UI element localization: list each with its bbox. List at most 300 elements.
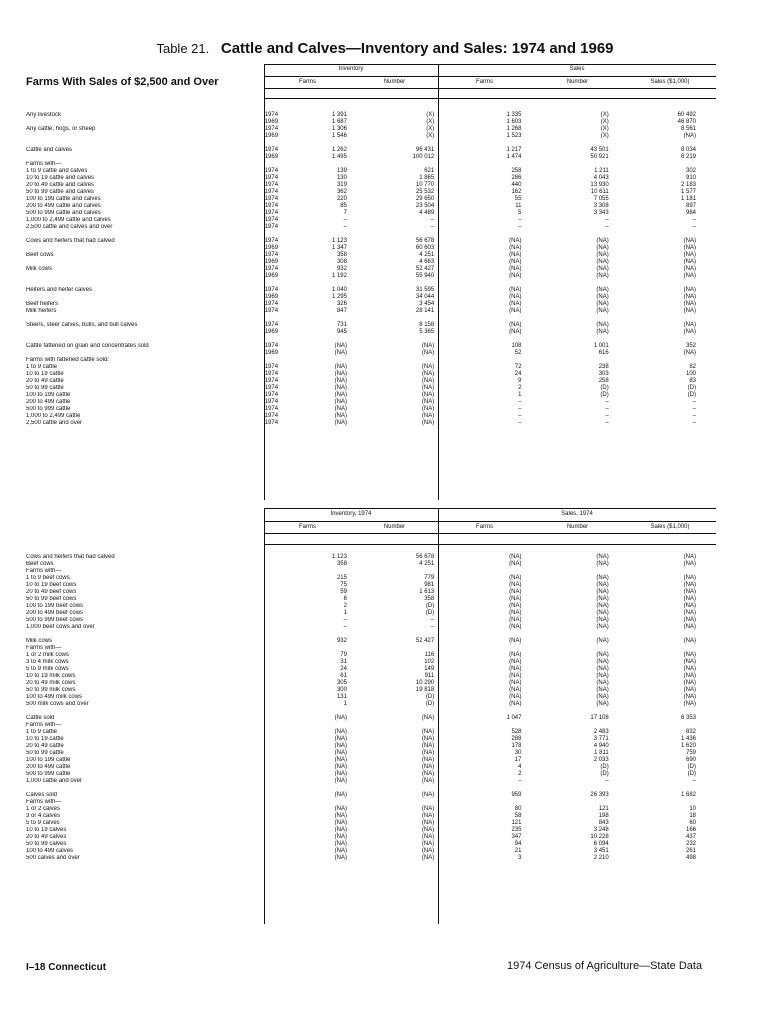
row-year: 1974 xyxy=(264,147,279,153)
cell-c4: 121 xyxy=(598,806,609,812)
cell-c2: (NA) xyxy=(421,841,435,847)
table-row xyxy=(26,196,716,203)
cell-c1: 1 xyxy=(343,701,347,707)
row-year: 1969 xyxy=(264,259,279,265)
row-label xyxy=(26,154,265,161)
table-section-2 xyxy=(26,554,716,862)
cell-c1: (NA) xyxy=(334,757,347,763)
table-row xyxy=(26,813,716,820)
row-year: 1974 xyxy=(264,112,279,118)
row-year xyxy=(265,715,280,722)
row-year xyxy=(265,820,280,827)
cell-c2: – xyxy=(430,617,435,623)
cell-c1: (NA) xyxy=(334,771,347,777)
row-label xyxy=(26,273,265,280)
cell-c1: (NA) xyxy=(334,378,347,384)
cell-c2: (NA) xyxy=(421,771,435,777)
cell-c1: 1 295 xyxy=(331,294,347,300)
cell-c2 xyxy=(367,722,454,729)
table-row xyxy=(26,554,716,561)
cell-c2 xyxy=(367,357,454,364)
cell-c3: – xyxy=(518,420,522,426)
cell-c2: (X) xyxy=(426,126,435,132)
row-year: 1974 xyxy=(264,210,279,216)
row-year: 1974 xyxy=(264,406,279,412)
cell-c1: 1 495 xyxy=(331,154,347,160)
cell-c3 xyxy=(454,357,541,364)
cell-c4: (NA) xyxy=(596,596,609,602)
row-year xyxy=(265,596,280,603)
cell-c4: 4 940 xyxy=(593,743,609,749)
row-label: 10 to 19 cattle and calves xyxy=(26,175,95,181)
cell-c4: 17 108 xyxy=(590,715,609,721)
cell-c3: (NA) xyxy=(509,245,522,251)
cell-c1: 79 xyxy=(340,652,347,658)
cell-c1: 131 xyxy=(336,694,347,700)
row-label: Farms with— xyxy=(26,799,62,805)
table-row xyxy=(26,659,716,666)
cell-c2: 56 678 xyxy=(415,238,435,244)
row-label: 5 to 9 calves xyxy=(26,820,60,826)
cell-c5: 83 xyxy=(689,378,696,384)
table-row xyxy=(26,287,716,294)
cell-c5: 100 xyxy=(685,371,696,377)
cell-c1: 326 xyxy=(336,301,347,307)
table-row xyxy=(26,694,716,701)
cell-c4: (D) xyxy=(600,771,609,777)
cell-c2: (NA) xyxy=(421,729,435,735)
row-label xyxy=(26,119,265,126)
cell-c5: (NA) xyxy=(683,687,696,693)
table-row xyxy=(26,624,716,631)
row-label xyxy=(26,329,265,336)
cell-c3: (NA) xyxy=(509,617,522,623)
cell-c1: (NA) xyxy=(334,392,347,398)
cell-c3: 9 xyxy=(518,378,522,384)
cell-c1 xyxy=(280,722,367,729)
cell-c4: (NA) xyxy=(596,687,609,693)
cell-c3 xyxy=(454,161,541,168)
cell-c2: (NA) xyxy=(421,827,435,833)
cell-c4: – xyxy=(605,217,609,223)
row-year xyxy=(265,357,280,364)
cell-c1: (NA) xyxy=(334,406,347,412)
row-label: 20 to 49 cattle xyxy=(26,743,64,749)
cell-c1: – xyxy=(343,217,347,223)
row-label: 100 to 499 milk cows xyxy=(26,694,83,700)
cell-c2: – xyxy=(430,624,435,630)
cell-c1 xyxy=(280,568,367,575)
cell-c3: (NA) xyxy=(509,659,522,665)
cell-c1: 1 687 xyxy=(331,119,347,125)
row-label: 1 or 2 calves xyxy=(26,806,61,812)
row-year xyxy=(265,855,280,862)
table-row xyxy=(26,575,716,582)
cell-c5: (NA) xyxy=(683,252,696,258)
table-row xyxy=(26,350,716,357)
row-year xyxy=(265,827,280,834)
row-label: 20 to 49 cattle and calves xyxy=(26,182,95,188)
cell-c3: 2 xyxy=(518,771,522,777)
cell-c3 xyxy=(454,568,541,575)
cell-c5: 1 620 xyxy=(680,743,696,749)
cell-c5: (NA) xyxy=(683,659,696,665)
cell-c2 xyxy=(367,799,454,806)
cell-c3: 1 xyxy=(518,392,522,398)
cell-c3: – xyxy=(518,399,522,405)
table-row xyxy=(26,722,716,729)
cell-c2: 29 650 xyxy=(415,196,435,202)
table-row xyxy=(26,189,716,196)
row-year xyxy=(265,771,280,778)
cell-c2: 100 012 xyxy=(412,154,435,160)
table-row xyxy=(26,406,716,413)
cell-c5: (NA) xyxy=(683,603,696,609)
cell-c4: 843 xyxy=(598,820,609,826)
row-year: 1974 xyxy=(264,196,279,202)
table-row xyxy=(26,750,716,757)
cell-c4: (X) xyxy=(600,119,609,125)
row-year: 1974 xyxy=(264,287,279,293)
cell-c1: (NA) xyxy=(334,855,347,861)
cell-c5: (NA) xyxy=(683,301,696,307)
row-label: Cows and heifers that had calved xyxy=(26,554,115,560)
table-row xyxy=(26,855,716,862)
cell-c1: (NA) xyxy=(334,813,347,819)
header2-sales-number: Number xyxy=(566,524,589,530)
table-row xyxy=(26,371,716,378)
table-title: Cattle and Calves—Inventory and Sales: 1974 and 1969 xyxy=(220,40,614,57)
cell-c3 xyxy=(454,722,541,729)
cell-c2: (NA) xyxy=(421,757,435,763)
cell-c1: (NA) xyxy=(334,848,347,854)
cell-c1: 945 xyxy=(336,329,347,335)
table-row xyxy=(26,210,716,217)
cell-c5: 8 561 xyxy=(680,126,696,132)
row-label: 100 to 499 calves xyxy=(26,848,74,854)
spacer-row xyxy=(26,280,716,287)
table-row xyxy=(26,301,716,308)
cell-c1: 220 xyxy=(336,196,347,202)
table-row xyxy=(26,238,716,245)
cell-c5: 166 xyxy=(685,827,696,833)
row-label: 2,500 cattle and over xyxy=(26,420,83,426)
row-year xyxy=(265,743,280,750)
table-row xyxy=(26,645,716,652)
row-year xyxy=(265,792,280,799)
spacer-row xyxy=(26,315,716,322)
cell-c3: (NA) xyxy=(509,610,522,616)
table-row xyxy=(26,729,716,736)
cell-c3: 58 xyxy=(514,813,522,819)
row-label: Beef heifers xyxy=(26,301,59,307)
cell-c5: (NA) xyxy=(683,624,696,630)
cell-c1: (NA) xyxy=(334,371,347,377)
row-year: 1974 xyxy=(264,364,279,370)
cell-c4: 303 xyxy=(598,371,609,377)
cell-c5 xyxy=(629,568,716,575)
cell-c4: (NA) xyxy=(596,701,609,707)
cell-c1: (NA) xyxy=(334,778,347,784)
table-row xyxy=(26,778,716,785)
cell-c1: 847 xyxy=(336,308,347,314)
cell-c3: (NA) xyxy=(509,266,522,272)
cell-c5 xyxy=(629,799,716,806)
table-row xyxy=(26,715,716,722)
cell-c2: 911 xyxy=(424,673,435,679)
row-year xyxy=(265,589,280,596)
cell-c2: 358 xyxy=(424,596,435,602)
header2-inv-farms: Farms xyxy=(299,524,316,530)
cell-c2: 19 818 xyxy=(415,687,435,693)
cell-c3: (NA) xyxy=(509,294,522,300)
cell-c1: (NA) xyxy=(334,729,347,735)
cell-c5: (NA) xyxy=(683,666,696,672)
cell-c5: 82 xyxy=(689,364,696,370)
cell-c1: – xyxy=(343,617,347,623)
cell-c4: 10 611 xyxy=(590,189,609,195)
cell-c1: (NA) xyxy=(334,792,347,798)
cell-c5: 759 xyxy=(685,750,696,756)
cell-c4: (NA) xyxy=(596,624,609,630)
cell-c3: (NA) xyxy=(509,301,522,307)
header-inv-farms: Farms xyxy=(299,79,316,85)
cell-c5: (NA) xyxy=(683,694,696,700)
table-row xyxy=(26,168,716,175)
cell-c5: 832 xyxy=(685,729,696,735)
cell-c2: (NA) xyxy=(421,715,435,721)
row-label: 20 to 49 milk cows xyxy=(26,680,76,686)
cell-c3: 2 xyxy=(518,385,522,391)
cell-c5: 984 xyxy=(685,210,696,216)
cell-c3: (NA) xyxy=(509,666,522,672)
cell-c3: 30 xyxy=(514,750,522,756)
cell-c2: 981 xyxy=(424,582,435,588)
table-row xyxy=(26,343,716,350)
cell-c5: 60 xyxy=(689,820,696,826)
cell-c4: (X) xyxy=(600,133,609,139)
cell-c5 xyxy=(629,645,716,652)
cell-c5: (D) xyxy=(687,771,696,777)
cell-c2: 25 532 xyxy=(415,189,435,195)
cell-c5: (NA) xyxy=(683,238,696,244)
row-year xyxy=(265,694,280,701)
cell-c5: 1 436 xyxy=(680,736,696,742)
table-section-1 xyxy=(26,112,716,427)
row-label: 1,000 to 2,499 cattle xyxy=(26,413,81,419)
cell-c2: (NA) xyxy=(421,736,435,742)
cell-c2: (NA) xyxy=(421,343,435,349)
table-row xyxy=(26,701,716,708)
table-row xyxy=(26,806,716,813)
cell-c2: (NA) xyxy=(421,848,435,854)
table-row xyxy=(26,666,716,673)
cell-c3: 80 xyxy=(514,806,522,812)
cell-c4: (NA) xyxy=(596,238,609,244)
cell-c5: (NA) xyxy=(683,680,696,686)
row-label: 10 to 19 cattle xyxy=(26,736,64,742)
cell-c4: 3 248 xyxy=(593,827,609,833)
cell-c5: (NA) xyxy=(683,638,696,644)
cell-c5: (D) xyxy=(687,385,696,391)
row-label: 20 to 49 cattle xyxy=(26,378,64,384)
cell-c3: (NA) xyxy=(509,238,522,244)
cell-c5: (NA) xyxy=(683,596,696,602)
table-row xyxy=(26,161,716,168)
cell-c5: 1 181 xyxy=(680,196,696,202)
cell-c3: 1 268 xyxy=(506,126,522,132)
cell-c3: (NA) xyxy=(509,582,522,588)
cell-c3: 94 xyxy=(514,841,522,847)
row-label: 500 to 999 beef cows xyxy=(26,617,84,623)
row-label: 1 to 9 beef cows xyxy=(26,575,70,581)
cell-c2: 56 678 xyxy=(415,554,435,560)
cell-c2: (NA) xyxy=(421,413,435,419)
table-row xyxy=(26,827,716,834)
cell-c4: 1 211 xyxy=(594,168,609,174)
row-year xyxy=(265,736,280,743)
spacer-row xyxy=(26,231,716,238)
cell-c3: – xyxy=(518,217,522,223)
cell-c1 xyxy=(280,357,367,364)
table-row xyxy=(26,610,716,617)
cell-c4: (NA) xyxy=(596,659,609,665)
cell-c2 xyxy=(367,645,454,652)
row-year: 1974 xyxy=(264,224,279,230)
cell-c5: – xyxy=(692,224,696,230)
row-year: 1969 xyxy=(264,329,279,335)
page-title xyxy=(0,40,770,57)
row-year: 1969 xyxy=(264,273,279,279)
row-label: 200 to 499 cattle xyxy=(26,399,71,405)
row-year: 1974 xyxy=(264,420,279,426)
cell-c5: (NA) xyxy=(683,617,696,623)
cell-c4: – xyxy=(605,406,609,412)
row-year: 1974 xyxy=(264,168,279,174)
cell-c1: (NA) xyxy=(334,420,347,426)
cell-c3: 3 xyxy=(518,855,522,861)
table-row xyxy=(26,764,716,771)
cell-c4: 2 210 xyxy=(593,855,609,861)
cell-c1: 130 xyxy=(336,175,347,181)
row-label: 10 to 19 calves xyxy=(26,827,67,833)
cell-c2: (NA) xyxy=(421,820,435,826)
cell-c5: – xyxy=(692,420,696,426)
header-block-2 xyxy=(264,508,716,544)
cell-c2: (NA) xyxy=(421,743,435,749)
table-row xyxy=(26,245,716,252)
cell-c5: (NA) xyxy=(683,259,696,265)
row-year xyxy=(265,666,280,673)
cell-c5: (NA) xyxy=(683,652,696,658)
row-year: 1974 xyxy=(264,182,279,188)
header2-sales: Sales, 1974 xyxy=(561,511,593,517)
row-year xyxy=(265,834,280,841)
cell-c3: (NA) xyxy=(509,575,522,581)
row-year: 1974 xyxy=(264,371,279,377)
cell-c5: 897 xyxy=(685,203,696,209)
cell-c3: (NA) xyxy=(509,589,522,595)
row-label: 1,000 to 2,499 cattle and calves xyxy=(26,217,111,223)
row-label: Milk cows xyxy=(26,266,53,272)
cell-c1: – xyxy=(343,224,347,230)
table-row xyxy=(26,589,716,596)
cell-c1: (NA) xyxy=(334,841,347,847)
table-row xyxy=(26,364,716,371)
row-label: 20 to 49 beef cows xyxy=(26,589,77,595)
cell-c3: 1 523 xyxy=(506,133,522,139)
cell-c2: (NA) xyxy=(421,813,435,819)
cell-c2: 8 158 xyxy=(419,322,435,328)
cell-c3: 108 xyxy=(511,343,522,349)
row-year: 1974 xyxy=(264,189,279,195)
cell-c5: 1 577 xyxy=(680,189,696,195)
cell-c1: 2 xyxy=(343,603,347,609)
cell-c2: – xyxy=(430,224,435,230)
row-label: 10 to 19 beef cows xyxy=(26,582,77,588)
cell-c1: (NA) xyxy=(334,715,347,721)
cell-c2: – xyxy=(430,217,435,223)
table-row xyxy=(26,294,716,301)
cell-c5: – xyxy=(692,413,696,419)
cell-c4: – xyxy=(605,399,609,405)
table-subhead: Farms With Sales of $2,500 and Over xyxy=(26,76,219,88)
row-label xyxy=(26,133,265,140)
cell-c5: (NA) xyxy=(683,575,696,581)
cell-c2: 10 770 xyxy=(415,182,435,188)
table-row xyxy=(26,582,716,589)
cell-c5: (NA) xyxy=(683,329,696,335)
table-row xyxy=(26,757,716,764)
cell-c2: 96 431 xyxy=(415,147,435,153)
cell-c3: 1 335 xyxy=(506,112,522,118)
row-label: Heifers and heifer calves xyxy=(26,287,93,293)
cell-c1: 358 xyxy=(336,561,347,567)
cell-c1: 1 192 xyxy=(331,273,347,279)
row-label: 5 to 9 milk cows xyxy=(26,666,69,672)
row-year xyxy=(265,161,280,168)
row-year xyxy=(265,848,280,855)
cell-c2: (NA) xyxy=(421,750,435,756)
cell-c3: 1 217 xyxy=(506,147,522,153)
row-year: 1974 xyxy=(264,413,279,419)
cell-c2: 116 xyxy=(424,652,435,658)
table-row xyxy=(26,385,716,392)
cell-c1 xyxy=(280,161,367,168)
cell-c2: (D) xyxy=(425,694,435,700)
row-year xyxy=(265,680,280,687)
row-year xyxy=(265,617,280,624)
table-row xyxy=(26,680,716,687)
cell-c4: (NA) xyxy=(596,610,609,616)
table-row xyxy=(26,126,716,133)
cell-c4: 6 094 xyxy=(593,841,609,847)
cell-c4 xyxy=(541,799,628,806)
table-row xyxy=(26,266,716,273)
cell-c3: (NA) xyxy=(509,638,522,644)
table-row xyxy=(26,841,716,848)
cell-c4: (NA) xyxy=(596,259,609,265)
cell-c5: 2 183 xyxy=(680,182,696,188)
cell-c2: 55 940 xyxy=(415,273,435,279)
row-year: 1974 xyxy=(264,238,279,244)
row-label xyxy=(26,294,265,301)
cell-c1: 932 xyxy=(336,266,347,272)
cell-c1: (NA) xyxy=(334,834,347,840)
cell-c4: (NA) xyxy=(596,652,609,658)
cell-c1: (NA) xyxy=(334,743,347,749)
cell-c4: 50 921 xyxy=(590,154,609,160)
